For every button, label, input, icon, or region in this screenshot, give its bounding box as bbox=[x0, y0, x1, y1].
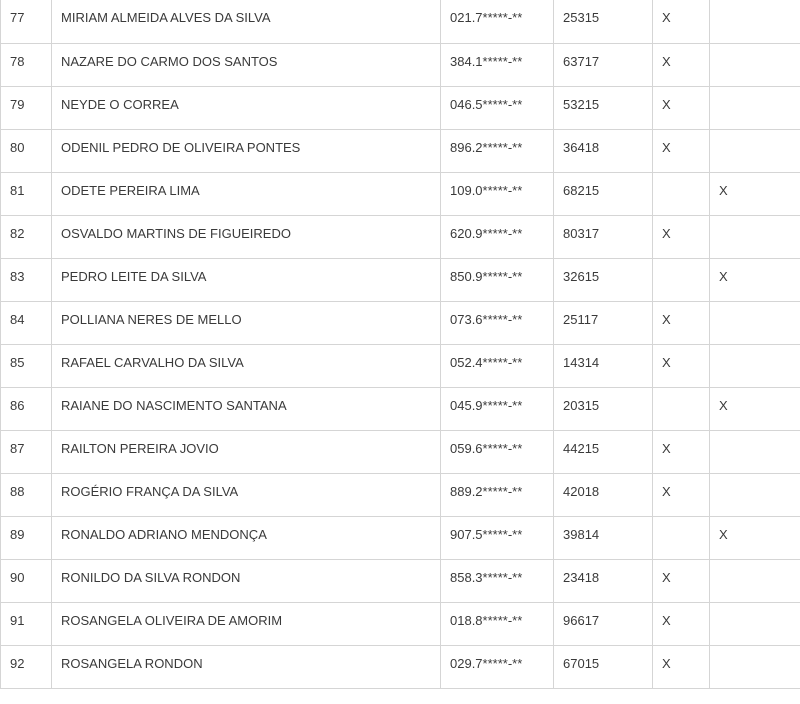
registration-code: 39814 bbox=[554, 516, 653, 559]
mark-column-2 bbox=[710, 473, 800, 516]
person-name: RAFAEL CARVALHO DA SILVA bbox=[52, 344, 441, 387]
person-name: RONALDO ADRIANO MENDONÇA bbox=[52, 516, 441, 559]
registration-code: 96617 bbox=[554, 602, 653, 645]
mark-column-1: X bbox=[653, 86, 710, 129]
table-row bbox=[1, 0, 800, 43]
mark-column-1: X bbox=[653, 215, 710, 258]
table-row bbox=[1, 215, 800, 258]
row-number: 87 bbox=[1, 430, 52, 473]
mark-column-1: X bbox=[653, 645, 710, 688]
mark-column-2 bbox=[710, 43, 800, 86]
row-number: 77 bbox=[1, 0, 52, 43]
person-name: POLLIANA NERES DE MELLO bbox=[52, 301, 441, 344]
mark-column-2 bbox=[710, 86, 800, 129]
mark-column-2: X bbox=[710, 172, 800, 215]
person-name: RAIANE DO NASCIMENTO SANTANA bbox=[52, 387, 441, 430]
table-row bbox=[1, 387, 800, 430]
mark-column-2 bbox=[710, 430, 800, 473]
mark-column-2: X bbox=[710, 258, 800, 301]
row-number: 88 bbox=[1, 473, 52, 516]
table-row bbox=[1, 172, 800, 215]
row-number: 90 bbox=[1, 559, 52, 602]
cpf-masked: 045.9*****-** bbox=[441, 387, 554, 430]
mark-column-1: X bbox=[653, 0, 710, 43]
mark-column-2: X bbox=[710, 516, 800, 559]
mark-column-2 bbox=[710, 602, 800, 645]
row-number: 82 bbox=[1, 215, 52, 258]
mark-column-1 bbox=[653, 172, 710, 215]
registration-code: 53215 bbox=[554, 86, 653, 129]
mark-column-1: X bbox=[653, 559, 710, 602]
mark-column-1: X bbox=[653, 430, 710, 473]
registration-code: 80317 bbox=[554, 215, 653, 258]
mark-column-1 bbox=[653, 258, 710, 301]
table-row bbox=[1, 602, 800, 645]
table-row bbox=[1, 559, 800, 602]
registration-code: 25117 bbox=[554, 301, 653, 344]
table-row bbox=[1, 86, 800, 129]
registration-code: 42018 bbox=[554, 473, 653, 516]
mark-column-1 bbox=[653, 516, 710, 559]
person-name: ROGÉRIO FRANÇA DA SILVA bbox=[52, 473, 441, 516]
mark-column-2 bbox=[710, 215, 800, 258]
table-row bbox=[1, 301, 800, 344]
cpf-masked: 021.7*****-** bbox=[441, 0, 554, 43]
cpf-masked: 620.9*****-** bbox=[441, 215, 554, 258]
cpf-masked: 052.4*****-** bbox=[441, 344, 554, 387]
table-row bbox=[1, 43, 800, 86]
person-name: PEDRO LEITE DA SILVA bbox=[52, 258, 441, 301]
table-row bbox=[1, 430, 800, 473]
mark-column-2 bbox=[710, 559, 800, 602]
table-row bbox=[1, 129, 800, 172]
mark-column-1: X bbox=[653, 43, 710, 86]
table-row bbox=[1, 344, 800, 387]
mark-column-2 bbox=[710, 301, 800, 344]
cpf-masked: 896.2*****-** bbox=[441, 129, 554, 172]
registration-code: 44215 bbox=[554, 430, 653, 473]
mark-column-1: X bbox=[653, 301, 710, 344]
registration-code: 32615 bbox=[554, 258, 653, 301]
cpf-masked: 073.6*****-** bbox=[441, 301, 554, 344]
mark-column-2 bbox=[710, 129, 800, 172]
mark-column-2 bbox=[710, 645, 800, 688]
cpf-masked: 384.1*****-** bbox=[441, 43, 554, 86]
mark-column-1 bbox=[653, 387, 710, 430]
person-name: MIRIAM ALMEIDA ALVES DA SILVA bbox=[52, 0, 441, 43]
row-number: 89 bbox=[1, 516, 52, 559]
table-row bbox=[1, 258, 800, 301]
registration-code: 63717 bbox=[554, 43, 653, 86]
row-number: 81 bbox=[1, 172, 52, 215]
registration-code: 14314 bbox=[554, 344, 653, 387]
mark-column-2 bbox=[710, 344, 800, 387]
cpf-masked: 018.8*****-** bbox=[441, 602, 554, 645]
row-number: 79 bbox=[1, 86, 52, 129]
row-number: 85 bbox=[1, 344, 52, 387]
cpf-masked: 029.7*****-** bbox=[441, 645, 554, 688]
row-number: 78 bbox=[1, 43, 52, 86]
person-name: OSVALDO MARTINS DE FIGUEIREDO bbox=[52, 215, 441, 258]
row-number: 84 bbox=[1, 301, 52, 344]
cpf-masked: 889.2*****-** bbox=[441, 473, 554, 516]
person-name: NAZARE DO CARMO DOS SANTOS bbox=[52, 43, 441, 86]
registration-code: 67015 bbox=[554, 645, 653, 688]
person-name: ODENIL PEDRO DE OLIVEIRA PONTES bbox=[52, 129, 441, 172]
row-number: 92 bbox=[1, 645, 52, 688]
mark-column-1: X bbox=[653, 129, 710, 172]
mark-column-1: X bbox=[653, 473, 710, 516]
cpf-masked: 850.9*****-** bbox=[441, 258, 554, 301]
cpf-masked: 059.6*****-** bbox=[441, 430, 554, 473]
mark-column-2 bbox=[710, 0, 800, 43]
person-name: ODETE PEREIRA LIMA bbox=[52, 172, 441, 215]
registration-code: 68215 bbox=[554, 172, 653, 215]
cpf-masked: 858.3*****-** bbox=[441, 559, 554, 602]
mark-column-1: X bbox=[653, 344, 710, 387]
person-name: ROSANGELA OLIVEIRA DE AMORIM bbox=[52, 602, 441, 645]
row-number: 83 bbox=[1, 258, 52, 301]
table-row bbox=[1, 645, 800, 688]
person-name: RAILTON PEREIRA JOVIO bbox=[52, 430, 441, 473]
table-row bbox=[1, 473, 800, 516]
roster-table-body bbox=[1, 0, 800, 688]
mark-column-2: X bbox=[710, 387, 800, 430]
mark-column-1: X bbox=[653, 602, 710, 645]
cpf-masked: 046.5*****-** bbox=[441, 86, 554, 129]
person-name: ROSANGELA RONDON bbox=[52, 645, 441, 688]
person-name: NEYDE O CORREA bbox=[52, 86, 441, 129]
row-number: 80 bbox=[1, 129, 52, 172]
registration-code: 23418 bbox=[554, 559, 653, 602]
person-name: RONILDO DA SILVA RONDON bbox=[52, 559, 441, 602]
cpf-masked: 109.0*****-** bbox=[441, 172, 554, 215]
table-row bbox=[1, 516, 800, 559]
cpf-masked: 907.5*****-** bbox=[441, 516, 554, 559]
row-number: 86 bbox=[1, 387, 52, 430]
row-number: 91 bbox=[1, 602, 52, 645]
registration-code: 25315 bbox=[554, 0, 653, 43]
registration-code: 20315 bbox=[554, 387, 653, 430]
registration-code: 36418 bbox=[554, 129, 653, 172]
